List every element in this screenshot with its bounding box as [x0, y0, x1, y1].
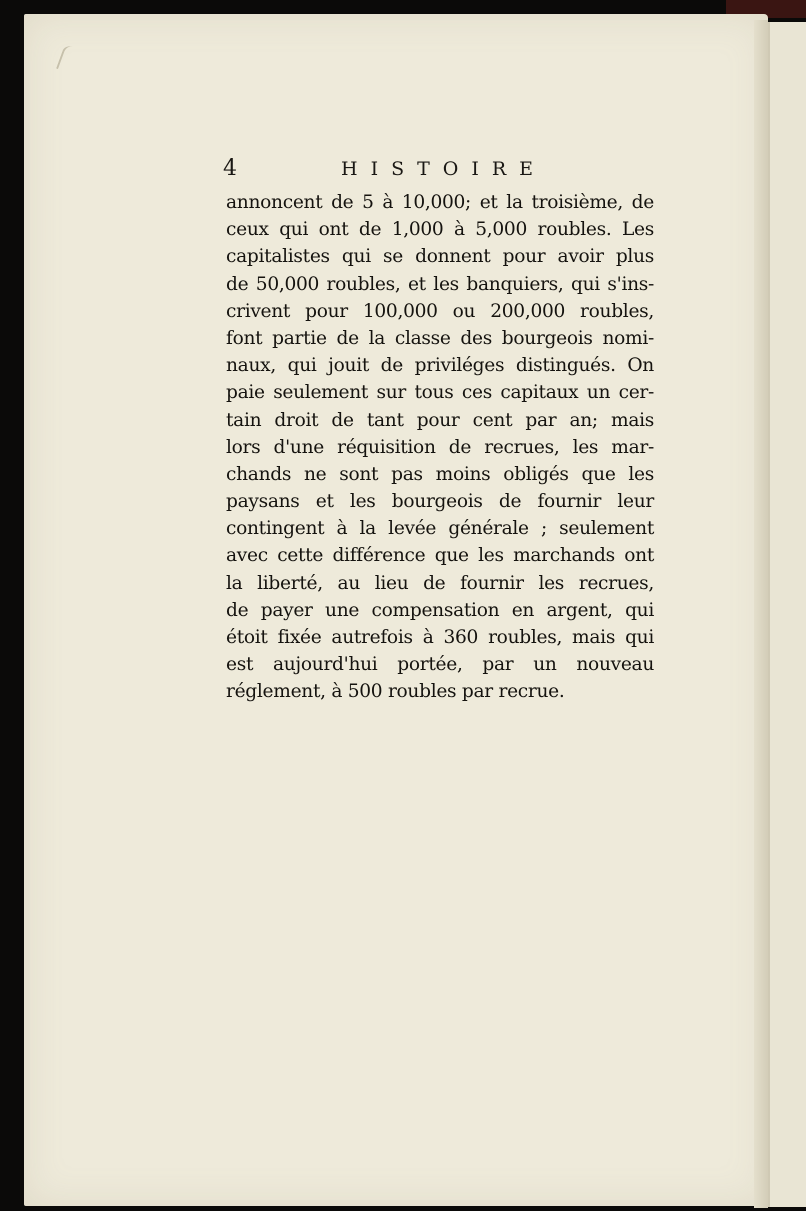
text-line: est aujourd'hui portée, par un nouveau — [226, 654, 654, 676]
page-header — [223, 156, 653, 190]
text-line: étoit fixée autrefois à 360 roubles, mais qui — [226, 627, 654, 648]
text-line: font partie de la classe des bourgeois nomi- — [226, 327, 654, 349]
text-line: lors d'une réquisition de recrues, les mar- — [226, 436, 654, 458]
text-line: naux, qui jouit de priviléges distingués. On — [226, 355, 654, 377]
body-text — [226, 189, 654, 706]
text-line: paie seulement sur tous ces capitaux un cer- — [226, 382, 654, 404]
text-line: réglement, à 500 roubles par recrue. — [226, 681, 565, 703]
running-head: HISTOIRE — [341, 158, 547, 180]
adjacent-page-edge — [768, 22, 806, 1207]
text-line: annoncent de 5 à 10,000; et la troisième, de — [226, 192, 654, 213]
text-line: avec cette différence que les marchands ont — [226, 545, 654, 567]
bleed-through-texture — [225, 718, 655, 934]
text-line: ceux qui ont de 1,000 à 5,000 roubles. Les — [226, 219, 654, 241]
page-fold-shadow — [754, 20, 768, 1208]
text-line: crivent pour 100,000 ou 200,000 roubles, — [226, 300, 654, 322]
text-line: la liberté, au lieu de fournir les recrues, — [226, 572, 654, 594]
text-line: de 50,000 roubles, et les banquiers, qui s'ins- — [226, 273, 654, 295]
text-line: chands ne sont pas moins obligés que les — [226, 463, 654, 485]
text-line: contingent à la levée générale ; seulement — [226, 518, 654, 540]
page-number: 4 — [223, 156, 237, 181]
text-line: capitalistes qui se donnent pour avoir plus — [226, 246, 654, 268]
text-line: de payer une compensation en argent, qui — [226, 599, 654, 621]
page-corner-mark — [56, 44, 80, 74]
text-line: tain droit de tant pour cent par an; mais — [226, 409, 654, 431]
text-line: paysans et les bourgeois de fournir leur — [226, 491, 654, 513]
